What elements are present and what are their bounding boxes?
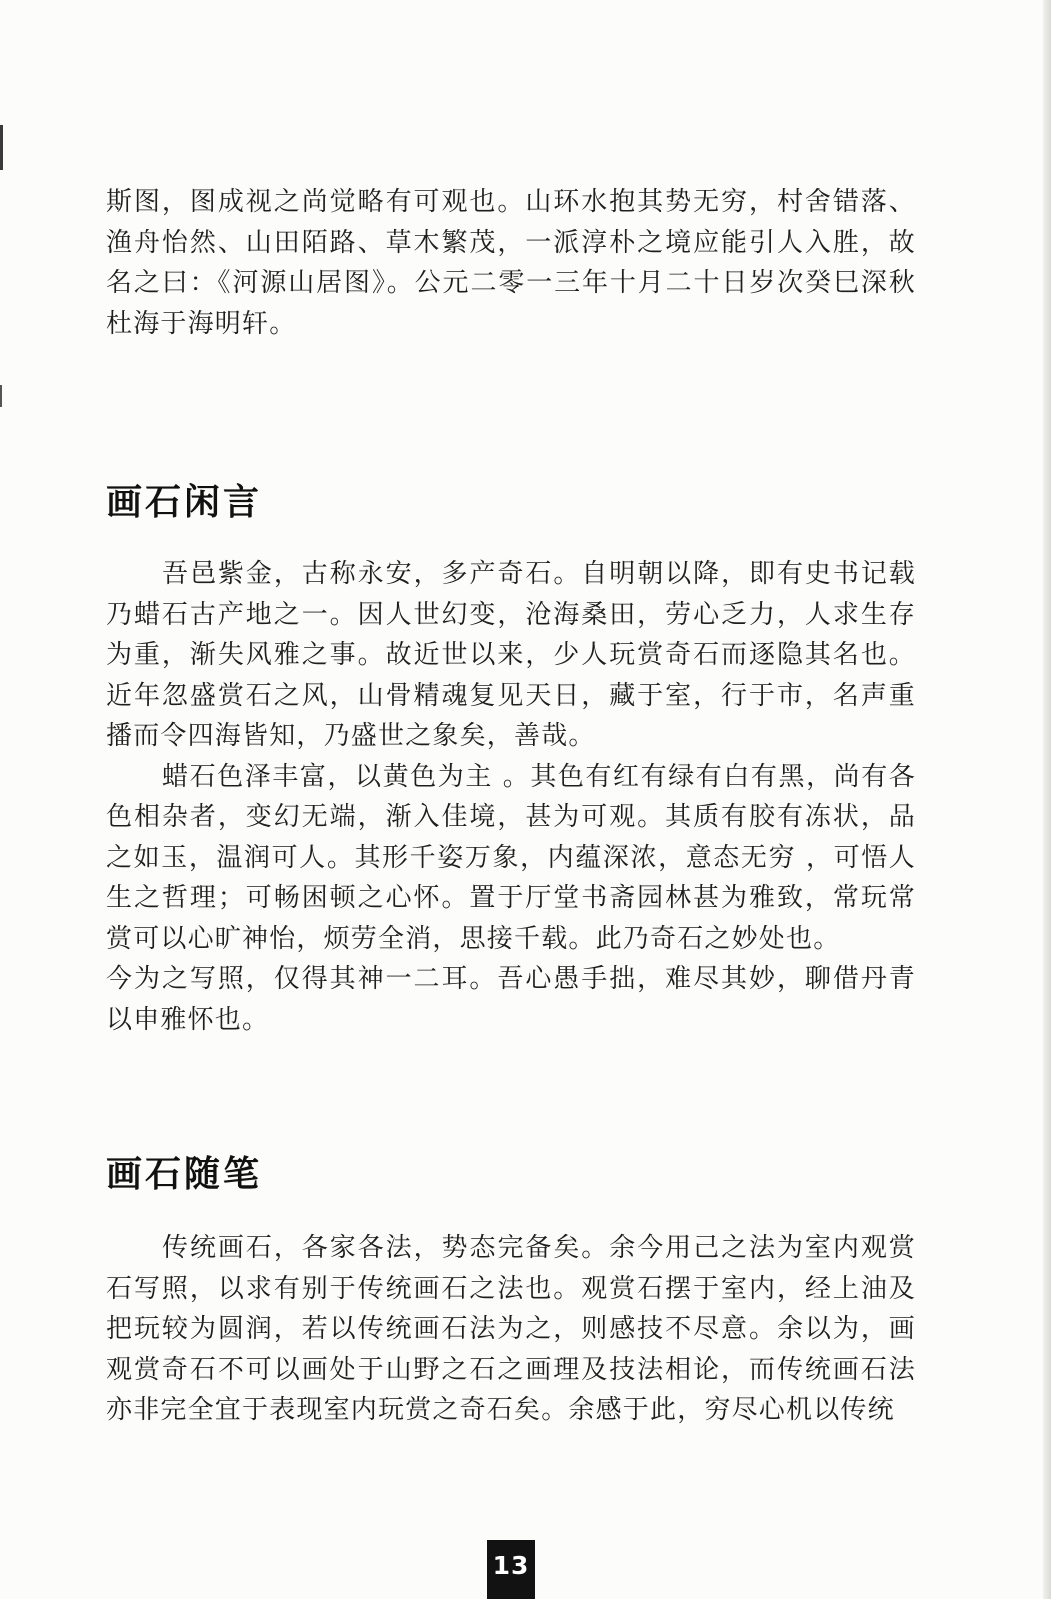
section-2-text-block	[106, 1228, 916, 1431]
section-1-paragraph: 吾邑紫金，古称永安，多产奇石。自明朝以降，即有史书记载乃蜡石古产地之一。因人世幻变，沧海桑田，劳心乏力，人求生存为重，渐失风雅之事。故近世以来，少人玩赏奇石而逐隐其名也。近年忽盛赏石之风，山骨精魂复见天日，藏于室，行于市，名声重播而令四海皆知，乃盛世之象矣，善哉。	[106, 559, 916, 751]
scan-edge-mark	[0, 125, 3, 170]
intro-paragraph: 斯图，图成视之尚觉略有可观也。山环水抱其势无穷，村舍错落、渔舟怡然、山田陌路、草木繁茂，一派淳朴之境应能引人入胜，故名之曰：《河源山居图》。公元二零一三年十月二十日岁次癸巳深秋杜海于海明轩。	[106, 187, 916, 339]
section-title-huashi-suibi: 画石随笔	[106, 1154, 263, 1195]
section-title-huashi-xianyan: 画石闲言	[106, 482, 263, 523]
section-1-text-block	[106, 554, 916, 1040]
page-edge	[1043, 0, 1051, 1599]
section-2-paragraph: 传统画石，各家各法，势态完备矣。余今用己之法为室内观赏石写照，以求有别于传统画石之法也。观赏石摆于室内，经上油及把玩较为圆润，若以传统画石法为之，则感技不尽意。余以为，画观赏奇石不可以画处于山野之石之画理及技法相论，而传统画石法亦非完全宜于表现室内玩赏之奇石矣。余感于此，穷尽心机以传统	[106, 1233, 916, 1425]
section-1-paragraph: 蜡石色泽丰富，以黄色为主 。其色有红有绿有白有黑，尚有各色相杂者，变幻无端，渐入佳境，甚为可观。其质有胶有冻状，品之如玉，温润可人。其形千姿万象，内蕴深浓，意态无穷 ，可悟人生之哲理；可畅困顿之心怀。置于厅堂书斋园林甚为雅致，常玩常赏可以心旷神怡，烦劳全消，思接千载。此乃奇石之妙处也。	[106, 761, 916, 954]
intro-text-block	[106, 182, 916, 344]
section-1-paragraph: 今为之写照，仅得其神一二耳。吾心愚手拙，难尽其妙，聊借丹青以申雅怀也。	[106, 964, 916, 1035]
scan-edge-mark	[0, 385, 2, 407]
page-number: 13	[487, 1540, 535, 1599]
